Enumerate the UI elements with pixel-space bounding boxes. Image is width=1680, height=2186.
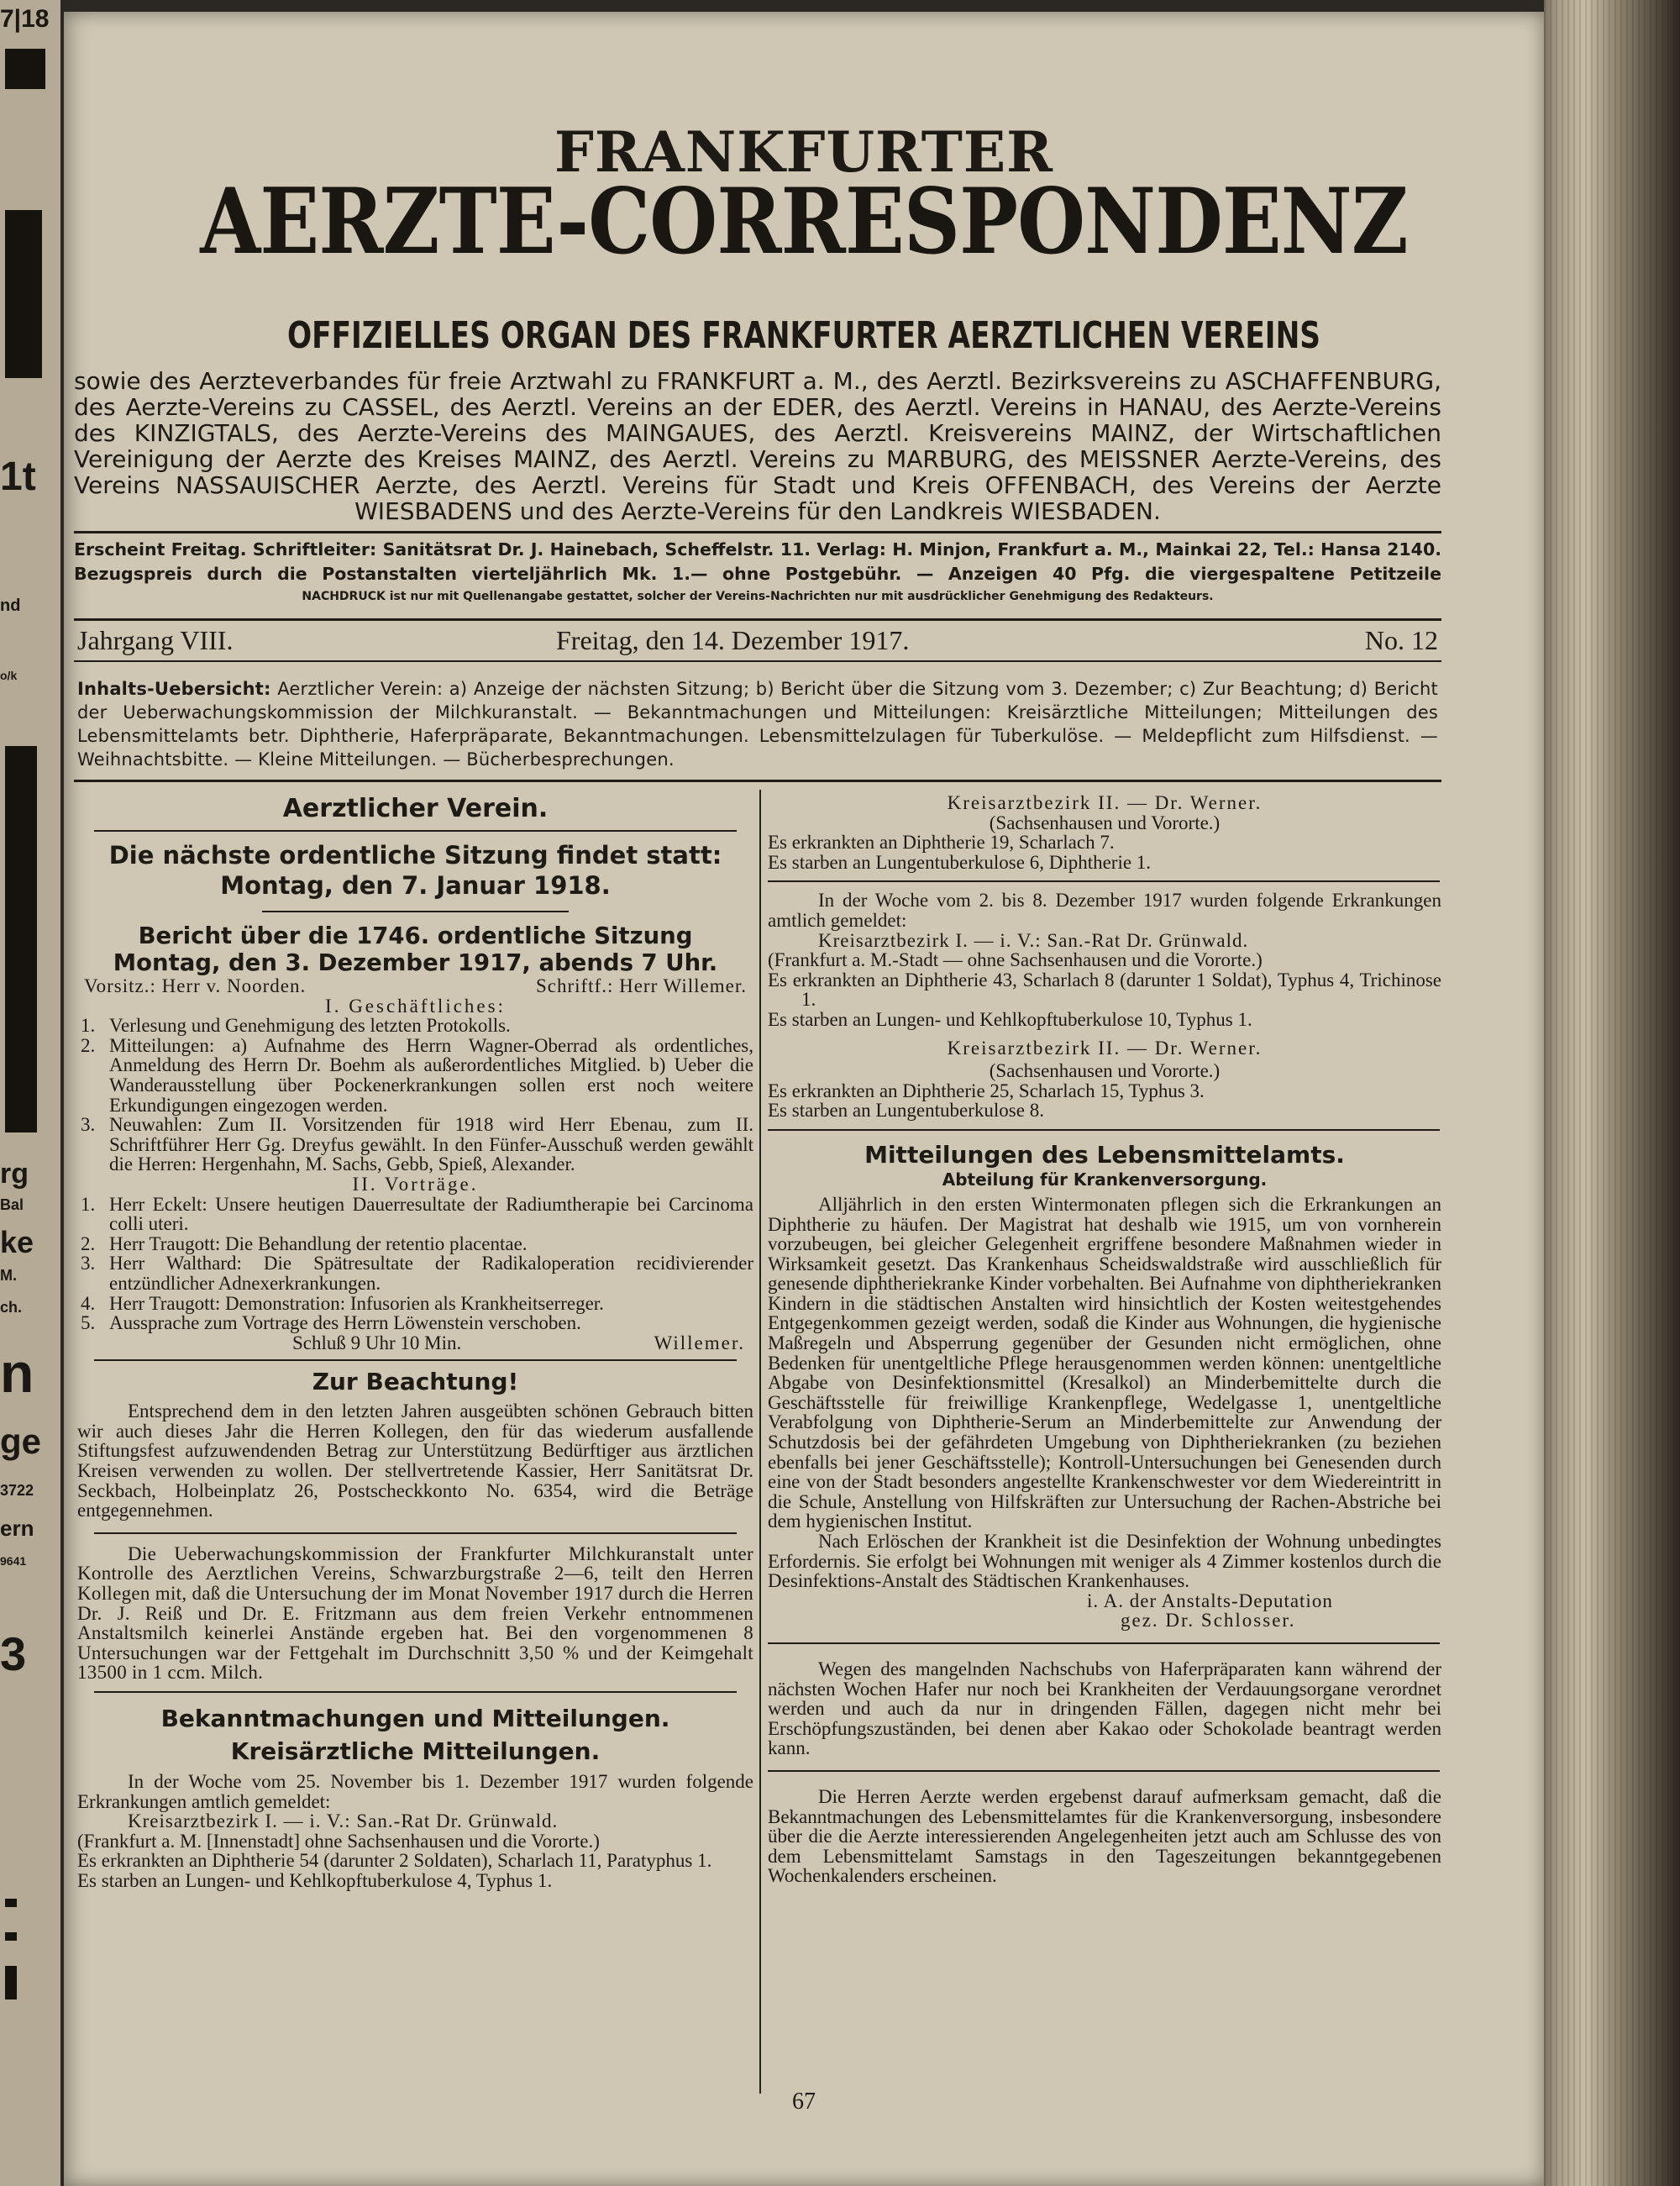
list-number: 5. (81, 1312, 96, 1334)
column-divider (759, 790, 761, 2094)
list-text: Aussprache zum Vortrage des Herrn Löwenstein verschoben. (109, 1312, 581, 1334)
list-item (77, 1294, 753, 1314)
imprint-price: Bezugspreis durch die Postanstalten vierteljährlich Mk. 1.— ohne Postgebühr. — Anzeigen 40 Pfg. die viergespaltene Petitzeile (74, 564, 1441, 584)
strip-fragment: 1t (0, 455, 36, 499)
strip-block (5, 1899, 17, 1907)
section-rule (94, 1532, 737, 1534)
list-item (77, 1253, 753, 1293)
strip-fragment: ch. (0, 1299, 23, 1316)
page-number: 67 (792, 2089, 816, 2115)
oat-notice: Wegen des mangelnden Nachschubs von Haferpräparaten kann während der nächsten Wochen Hafer nur noch bei Krankheiten der Verdauungsorgane verordnet werden und auch da nur in dringenden Fällen, dagegen nicht mehr bei Erschöpfungszuständen, bei denen aber Kakao oder Schokolade beantragt werden kann. (768, 1658, 1441, 1759)
strip-fragment: Bal (0, 1196, 24, 1213)
list-item (77, 1036, 753, 1115)
attention-text: Entsprechend dem in den letzten Jahren ausgeübten schönen Gebrauch bitten wir auch dieses Jahr die Herren Kollegen, den für das wiederum ausfallende Stiftungsfest aufzuwendenden Betrag zur Unterstützung Bedürftiger aus ärztlichen Kreisen verwenden zu wollen. Der stellvertretende Kassier, Herr Sanitätsrat Dr. Seckbach, Holbeinplatz 26, Postscheckkonto No. 6354, wird die Beträge entgegennehmen. (77, 1400, 753, 1521)
strip-block (5, 1966, 17, 1999)
district-heading: Kreisarztbezirk I. — i. V.: San.-Rat Dr. Grünwald. (128, 1810, 559, 1832)
list-number: 3. (81, 1253, 96, 1274)
list-item (77, 1234, 753, 1254)
district-area: (Sachsenhausen und Vororte.) (989, 812, 1221, 833)
food-office-signature-1: i. A. der Anstalts-Deputation (1087, 1590, 1333, 1611)
strip-fragment: ge (0, 1421, 42, 1461)
list-number: 3. (81, 1114, 96, 1136)
newspaper-page (64, 12, 1544, 2186)
section-rule (94, 830, 737, 832)
header-rule (74, 618, 1441, 621)
associations-list: sowie des Aerzteverbandes für freie Arztwahl zu FRANKFURT a. M., des Aerztl. Bezirksvereins zu ASCHAFFENBURG, des Aerzte-Vereins zu CASSEL, des Aerztl. Vereins an der EDER, des Aerztl. Vereins in HANAU, des Aerzte-Vereins des KINZIGTALS, des Aerzte-Vereins des MAINGAUES, des Aerztl. Kreisvereins MAINZ, der Wirtschaftlichen Vereinigung der Aerzte des Kreises MAINZ, des Aerztl. Vereins zu MARBURG, des MEISSNER Aerzte-Vereins, des Vereins NASSAUISCHER Aerzte, des Aerztl. Vereins für Stadt und Kreis OFFENBACH, des Vereins der Aerzte WIESBADENS und des Aerzte-Vereins für den Landkreis WIESBADEN. (74, 367, 1441, 525)
list-text: Neuwahlen: Zum II. Vorsitzenden für 1918 wird Herr Ebenau, zum II. Schriftführer Herr Gg. Dreyfus gewählt. In den Fünfer-Ausschuß werden gewählt die Herren: Hergenhahn, M. Sachs, Gebb, Spieß, Alexander. (109, 1114, 753, 1175)
list-text: Herr Eckelt: Unsere heutigen Dauerresultate der Radiumtherapie bei Carcinoma colli uteri. (109, 1193, 753, 1235)
heading-district-reports: Kreisärztliche Mitteilungen. (230, 1737, 601, 1765)
heading-food-office-sub: Abteilung für Krankenversorgung. (942, 1169, 1268, 1190)
list-text: Herr Walthard: Die Spätresultate der Radikaloperation recidivierender entzündlicher Adnexerkrankungen. (109, 1253, 753, 1294)
volume: Jahrgang VIII. (77, 625, 234, 655)
district-cases: Es erkrankten an Diphtherie 19, Scharlach 7. (768, 832, 1115, 854)
masthead-city: FRANKFURTER (554, 119, 1053, 185)
list-text: Herr Traugott: Demonstration: Infusorien als Krankheitserreger. (109, 1292, 604, 1314)
heading-announcements: Bekanntmachungen und Mitteilungen. (160, 1705, 670, 1732)
left-column (77, 790, 753, 1891)
district-heading: Kreisarztbezirk I. — i. V.: San.-Rat Dr. Grünwald. (818, 929, 1249, 951)
masthead-subtitle: OFFIZIELLES ORGAN DES FRANKFURTER AERZTLICHEN VEREINS (286, 314, 1321, 357)
list-item (77, 1313, 753, 1333)
heading-verein: Aerztlicher Verein. (282, 794, 549, 823)
district-area: (Sachsenhausen und Vororte.) (989, 1060, 1221, 1082)
issue-number: No. 12 (1364, 625, 1438, 655)
closing-signature: Willemer. (654, 1332, 745, 1353)
list-text: Herr Traugott: Die Behandlung der retentio placentae. (109, 1232, 528, 1254)
list-item (77, 1016, 753, 1036)
strip-block (5, 1932, 17, 1941)
list-number: 1. (81, 1193, 96, 1215)
section-rule (262, 911, 569, 912)
toc-label: Inhalts-Uebersicht: (77, 679, 271, 699)
next-session-line1: Die nächste ordentliche Sitzung findet statt: (108, 841, 722, 870)
list-text: Mitteilungen: a) Aufnahme des Herrn Wagner-Oberrad als ordentliches, Anmeldung des Herrn Dr. Boehm als außerordentliches Mitglied. b) Ueber die Wanderausstellung über Pockenerkrankungen sollen erst noch weitere Erkundigungen eingezogen werden. (109, 1034, 753, 1116)
toc-text: Aerztlicher Verein: a) Anzeige der nächsten Sitzung; b) Bericht über die Sitzung vom 3. Dezember; c) Zur Beachtung; d) Bericht der Ueberwachungskommission der Milchkuranstalt. — Bekanntmachungen und Mitteilungen: Kreisärztliche Mitteilungen; Mitteilungen des Lebensmittelamts betr. Diphtherie, Haferpräparate, Bekanntmachungen. Lebensmittelzulagen für Tuberkulöse. — Meldepflicht zum Hilfsdienst. — Weihnachtsbitte. — Kleine Mitteilungen. — Bücherbesprechungen. (77, 679, 1438, 770)
section-rule (94, 1359, 737, 1361)
chair-line (77, 976, 753, 996)
strip-fragment: n (0, 1342, 34, 1404)
list-number: 2. (81, 1034, 96, 1056)
book-page-edges (1544, 0, 1680, 2186)
milk-commission-text: Die Ueberwachungskommission der Frankfurter Milchkuranstalt unter Kontrolle des Aerztlichen Vereins, Schwarzburgstraße 2—6, teilt den Herren Kollegen mit, daß die Untersuchung der im Monat November 1917 durch die Herren Dr. J. Reiß und Dr. E. Fritzmann aus dem freien Verkehr entnommenen Anstaltsmilch keinerlei Anstände ergeben hat. Bei den vorgenommenen 8 Untersuchungen war der Fettgehalt im Durchschnitt 3,50 % und der Keimgehalt 13500 in 1 ccm. Milch. (77, 1542, 753, 1684)
header-rule (74, 660, 1441, 662)
strip-block (5, 49, 45, 89)
secretary: Schriftf.: Herr Willemer. (535, 975, 747, 996)
strip-fragment: 9641 (0, 1554, 27, 1568)
week-intro: In der Woche vom 2. bis 8. Dezember 1917 wurden folgende Erkrankungen amtlich gemeldet: (768, 890, 1441, 931)
food-office-signature-2: gez. Dr. Schlosser. (1121, 1610, 1296, 1632)
list-text: Verlesung und Genehmigung des letzten Protokolls. (109, 1015, 511, 1037)
list-item (77, 1115, 753, 1174)
list-number: 4. (81, 1292, 96, 1314)
section-rule (768, 880, 1440, 882)
strip-fragment: nd (0, 596, 21, 615)
issue-date: Freitag, den 14. Dezember 1917. (556, 625, 910, 655)
strip-fragment: M. (0, 1267, 17, 1284)
adjacent-page-strip (0, 0, 60, 2186)
doctors-notice: Die Herren Aerzte werden ergebenst darauf aufmerksam gemacht, daß die Bekanntmachungen des Lebensmittelamtes für die Krankenversorgung, insbesondere über die die Aerzte interessierenden Angelegenheiten jetzt auch am Schlusse des von dem Lebensmittelamt Samstags in den Tageszeitungen bekanntgegebenen Wochenkalenders erscheinen. (768, 1785, 1441, 1887)
heading-attention: Zur Beachtung! (312, 1368, 519, 1396)
district-cases: Es erkrankten an Diphtherie 43, Scharlach 8 (darunter 1 Soldat), Typhus 4, Trichinose 1. (768, 969, 1441, 1011)
section-rule (768, 1642, 1440, 1644)
heading-business: I. Geschäftliches: (325, 995, 506, 1017)
strip-fragment: 3722 (0, 1482, 34, 1499)
section-rule (94, 1691, 737, 1693)
list-number: 2. (81, 1232, 96, 1254)
chair: Vorsitz.: Herr v. Noorden. (84, 975, 307, 996)
imprint-copyright: NACHDRUCK ist nur mit Quellenangabe gestattet, solcher der Vereins-Nachrichten nur mit ausdrücklicher Genehmigung des Redakteurs. (302, 590, 1214, 603)
strip-fragment: ern (0, 1516, 34, 1541)
imprint-line: Erscheint Freitag. Schriftleiter: Sanitätsrat Dr. J. Hainebach, Scheffelstr. 11. Verlag: H. Minjon, Frankfurt a. M., Mainkai 22, Tel.: Hansa 2140. (74, 539, 1441, 560)
right-column (768, 790, 1441, 1886)
district-area: (Frankfurt a. M.-Stadt — ohne Sachsenhausen und die Vororte.) (768, 949, 1263, 971)
strip-block (5, 746, 37, 1132)
district-cases: Es erkrankten an Diphtherie 54 (darunter 2 Soldaten), Scharlach 11, Paratyphus 1. (77, 1850, 712, 1872)
report-title-line2: Montag, den 3. Dezember 1917, abends 7 Uhr. (113, 949, 718, 976)
section-rule (768, 1129, 1440, 1131)
report-title-line1: Bericht über die 1746. ordentliche Sitzung (138, 922, 693, 949)
food-office-text: Alljährlich in den ersten Wintermonaten pflegen sich die Erkrankungen an Diphtherie zu häufen. Der Magistrat hat deshalb wie 1915, um von vornherein vorzubeugen, bei gleicher Gelegenheit ergriffene besondere Maßnahmen wieder in Wirksamkeit gesetzt. Das Krankenhaus Scheidswaldstraße wird ausschließlich für genesende diphtheriekranke Kinder vorbehalten. Bei Aufnahme von diphtheriekranken Kindern in die städtischen Anstalten wird hinsichtlich der Kosten weitestgehendes Entgegenkommen gezeigt werden, sodaß die Kinder aus Wohnungen, die hygienische Maßregeln und Absperrung gegenüber der Gesunden nicht ermöglichen, ohne Bedenken für unentgeltliche Pflege herausgenommen werden können: unentgeltliche Abgabe von Desinfektionsmittel (Kresalkol) an Minderbemittelte durch die Geschäftsstelle für freiwillige Krankenpflege, Wedelgasse 1, unentgeltliche Verabfolgung von Diphtherie-Serum an Minderbemittelte zur Anwendung der Schutzdosis bei der gefährdeten Umgebung von Diphtheriekranken (zu beziehen ebenfalls bei jener Geschäftsstelle); Kontroll-Untersuchungen bei Genesenden durch eine von der Stadt besonders angestellte Krankenschwester vor dem Wiedereintritt in die Schule, Anstellung von Hilfskräften zur Untersuchung der Rachen-Abstriche bei dem hygienischen Institut. (768, 1193, 1441, 1532)
next-session-line2: Montag, den 7. Januar 1918. (220, 871, 611, 900)
district-heading: Kreisarztbezirk II. — Dr. Werner. (947, 1037, 1263, 1059)
table-of-contents (77, 677, 1438, 771)
district-heading: Kreisarztbezirk II. — Dr. Werner. (947, 792, 1263, 813)
header-rule (74, 531, 1441, 533)
heading-food-office: Mitteilungen des Lebensmittelamts. (864, 1140, 1345, 1169)
closing-line (77, 1333, 753, 1353)
strip-fragment: rg (0, 1158, 29, 1190)
header-rule (74, 780, 1441, 782)
district-deaths: Es starben an Lungen- und Kehlkopftuberkulose 10, Typhus 1. (768, 1008, 1252, 1030)
strip-fragment: ke (0, 1225, 34, 1259)
strip-fragment: o/k (0, 669, 18, 682)
district-deaths: Es starben an Lungen- und Kehlkopftuberkulose 4, Typhus 1. (77, 1869, 553, 1891)
heading-lectures: II. Vorträge. (352, 1173, 479, 1195)
district-cases: Es erkrankten an Diphtherie 25, Scharlach 15, Typhus 3. (768, 1080, 1205, 1101)
section-rule (768, 1770, 1440, 1772)
list-item (77, 1195, 753, 1234)
closing-time: Schluß 9 Uhr 10 Min. (292, 1332, 462, 1353)
district-deaths: Es starben an Lungentuberkulose 6, Diphtherie 1. (768, 851, 1152, 873)
dateline (77, 625, 1438, 659)
district-deaths: Es starben an Lungentuberkulose 8. (768, 1100, 1044, 1122)
masthead-title: AERZTE-CORRESPONDENZ (200, 169, 1408, 275)
food-office-text-2: Nach Erlöschen der Krankheit ist die Desinfektion der Wohnung unbedingtes Erfordernis. Sie erfolgt bei Wohnungen mit weniger als 4 Zimmer kostenlos durch die Desinfektions-Anstalt des Städtischen Krankenhauses. (768, 1531, 1441, 1592)
week-intro: In der Woche vom 25. November bis 1. Dezember 1917 wurden folgende Erkrankungen amtlich gemeldet: (77, 1771, 753, 1812)
list-number: 1. (81, 1015, 96, 1037)
district-area: (Frankfurt a. M. [Innenstadt] ohne Sachsenhausen und die Vororte.) (77, 1830, 600, 1852)
strip-fragment: 7|18 (0, 5, 50, 33)
strip-block (5, 210, 42, 378)
strip-fragment: 3 (0, 1627, 27, 1680)
